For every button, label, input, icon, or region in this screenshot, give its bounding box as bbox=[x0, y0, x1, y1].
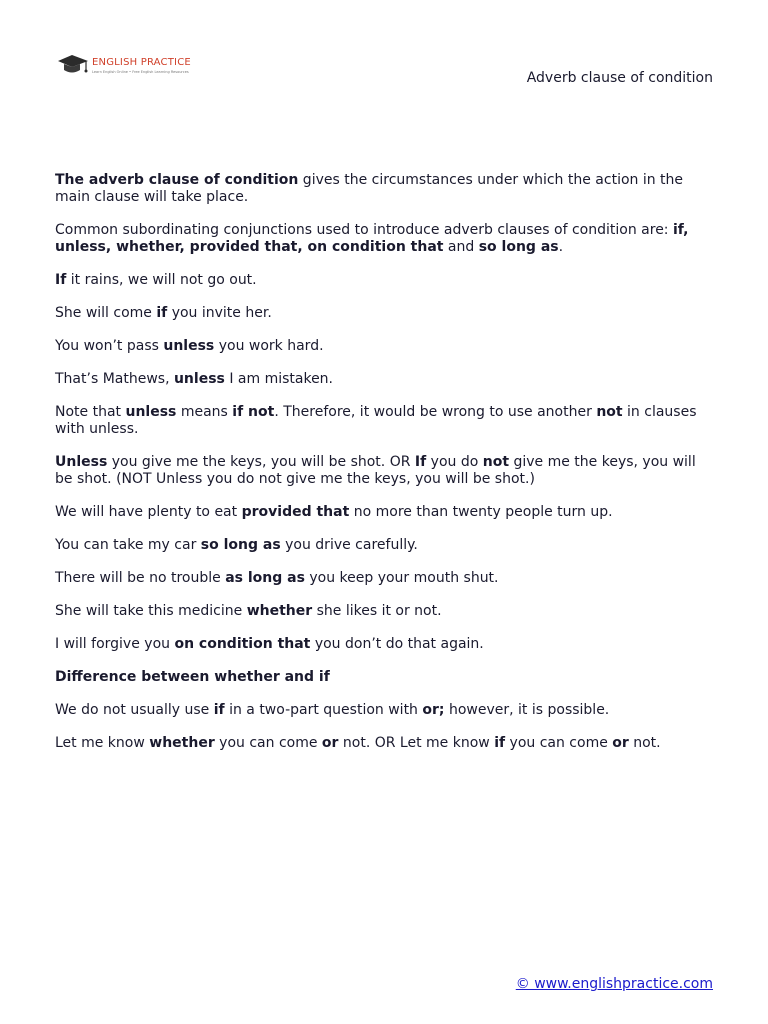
bold-text: on condition that bbox=[174, 636, 311, 652]
text-run: however, it is possible. bbox=[444, 702, 610, 718]
bold-text: if not bbox=[232, 404, 275, 420]
paragraph bbox=[55, 669, 715, 686]
text-run: means bbox=[176, 404, 233, 420]
text-run: There will be no trouble bbox=[55, 570, 226, 586]
text-run: and bbox=[443, 239, 479, 255]
text-run: . bbox=[558, 239, 564, 255]
text-run: no more than twenty people turn up. bbox=[349, 504, 613, 520]
text-run: We do not usually use bbox=[55, 702, 214, 718]
text-run: That’s Mathews, bbox=[55, 371, 174, 387]
paragraph bbox=[55, 603, 715, 620]
text-run: I will forgive you bbox=[55, 636, 175, 652]
bold-text: If bbox=[55, 272, 67, 288]
logo-brand-text: ENGLISH PRACTICE bbox=[92, 57, 191, 68]
bold-text: The adverb clause of condition bbox=[55, 172, 299, 188]
footer-website-link[interactable]: © www.englishpractice.com bbox=[515, 976, 713, 992]
paragraph bbox=[55, 702, 715, 719]
text-run: I am mistaken. bbox=[224, 371, 334, 387]
bold-text: or bbox=[321, 735, 339, 751]
paragraph bbox=[55, 172, 715, 206]
text-run: not. OR Let me know bbox=[338, 735, 495, 751]
paragraph bbox=[55, 222, 715, 256]
text-run: She will take this medicine bbox=[55, 603, 247, 619]
bold-text: unless bbox=[173, 371, 225, 387]
text-run: in clauses with unless. bbox=[55, 404, 697, 437]
bold-text: or bbox=[612, 735, 629, 751]
paragraph bbox=[55, 735, 715, 752]
paragraph bbox=[55, 371, 715, 388]
paragraph bbox=[55, 636, 715, 653]
text-run: you can come bbox=[505, 735, 613, 751]
text-run: you work hard. bbox=[214, 338, 324, 354]
bold-text: unless bbox=[125, 404, 177, 420]
paragraph bbox=[55, 272, 715, 289]
bold-text: if bbox=[156, 305, 168, 321]
document-body bbox=[55, 172, 715, 768]
text-run: She will come bbox=[55, 305, 157, 321]
text-run: not. bbox=[628, 735, 661, 751]
paragraph bbox=[55, 537, 715, 554]
text-run: You won’t pass bbox=[55, 338, 164, 354]
paragraph bbox=[55, 454, 715, 488]
bold-text: so long as bbox=[200, 537, 281, 553]
bold-text: if bbox=[494, 735, 506, 751]
page-title: Adverb clause of condition bbox=[526, 70, 713, 86]
paragraph bbox=[55, 570, 715, 587]
bold-text: Unless bbox=[55, 454, 108, 470]
text-run: Let me know bbox=[55, 735, 150, 751]
text-run: you can come bbox=[214, 735, 322, 751]
bold-text: unless bbox=[163, 338, 215, 354]
bold-text: if, unless, whether, provided that, on condition that bbox=[55, 222, 689, 255]
text-run: you do bbox=[426, 454, 483, 470]
bold-text: not bbox=[482, 454, 510, 470]
bold-text: or; bbox=[422, 702, 445, 718]
bold-text: as long as bbox=[225, 570, 305, 586]
bold-text: provided that bbox=[241, 504, 350, 520]
text-run: give me the keys, you will be shot. (NOT Unless you do not give me the keys, you will be shot.) bbox=[55, 454, 696, 487]
bold-text: not bbox=[596, 404, 623, 420]
text-run: We will have plenty to eat bbox=[55, 504, 242, 520]
paragraph bbox=[55, 305, 715, 322]
bold-text: whether bbox=[149, 735, 215, 751]
text-run: she likes it or not. bbox=[312, 603, 442, 619]
site-logo bbox=[56, 52, 191, 78]
bold-text: so long as bbox=[478, 239, 559, 255]
text-run: . Therefore, it would be wrong to use another bbox=[274, 404, 597, 420]
text-run: you drive carefully. bbox=[280, 537, 418, 553]
paragraph bbox=[55, 338, 715, 355]
text-run: it rains, we will not go out. bbox=[66, 272, 257, 288]
text-run: in a two-part question with bbox=[224, 702, 423, 718]
text-run: you keep your mouth shut. bbox=[304, 570, 499, 586]
graduation-cap-icon bbox=[56, 52, 90, 78]
bold-text: Difference between whether and if bbox=[55, 669, 330, 685]
text-run: you don’t do that again. bbox=[310, 636, 484, 652]
text-run: You can take my car bbox=[55, 537, 201, 553]
paragraph bbox=[55, 404, 715, 438]
logo-tagline: Learn English Online • Free English Learning Resources bbox=[92, 70, 189, 74]
text-run: you give me the keys, you will be shot. OR bbox=[107, 454, 415, 470]
paragraph bbox=[55, 504, 715, 521]
bold-text: if bbox=[213, 702, 225, 718]
bold-text: If bbox=[414, 454, 427, 470]
text-run: Note that bbox=[55, 404, 126, 420]
text-run: you invite her. bbox=[167, 305, 272, 321]
bold-text: whether bbox=[246, 603, 313, 619]
text-run: Common subordinating conjunctions used to introduce adverb clauses of condition are: bbox=[55, 222, 673, 238]
text-run: gives the circumstances under which the action in the main clause will take place. bbox=[55, 172, 684, 205]
